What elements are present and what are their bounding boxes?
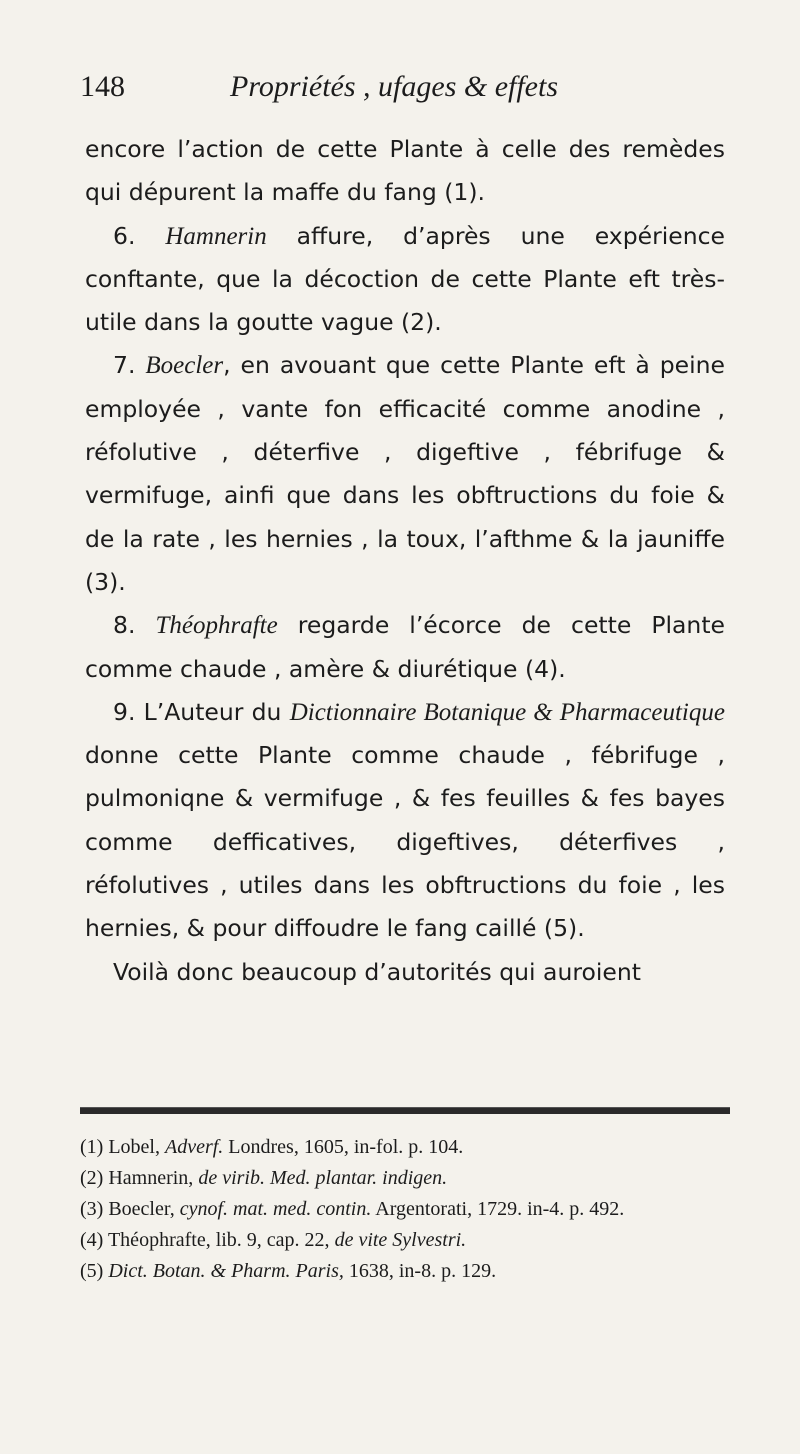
footnote-mark: (4)	[80, 1229, 104, 1251]
paragraph-9	[85, 691, 725, 951]
paragraph-lead: L’Auteur du	[143, 697, 282, 726]
body-text	[85, 128, 725, 994]
footnote-text: Lobel,	[108, 1136, 160, 1158]
page-header	[80, 70, 720, 110]
paragraph-number: 7.	[113, 351, 136, 380]
paragraph-7	[85, 344, 725, 604]
footnote-mark: (1)	[80, 1136, 104, 1158]
footnote-mark: (2)	[80, 1167, 104, 1189]
footnote-italic: Adverf.	[164, 1136, 224, 1158]
footnote-italic: de vite Sylvestri.	[334, 1229, 467, 1251]
paragraph-number: 9.	[113, 697, 136, 726]
footnote-mark: (3)	[80, 1198, 104, 1220]
footnote-text: 1638, in-8. p. 129.	[348, 1260, 497, 1282]
footnote-5	[80, 1256, 730, 1287]
footnote-text: Théophrafte, lib. 9, cap. 22,	[107, 1229, 330, 1251]
paragraph-text: regarde l’écorce de cette Plante comme chaude , amère & diurétique (4).	[85, 611, 725, 683]
author-name: Hamnerin	[165, 222, 267, 250]
paragraph-number: 8.	[113, 611, 136, 640]
footnote-4	[80, 1225, 730, 1256]
paragraph-text: , en avouant que cette Plante eft à peine employée , vante fon efficacité comme anodine , réfolutive , déterfive , digeftive , fébrifuge & vermifuge, ainfi que dans les obftructions du foie & de la rate , les hernies , la toux, l’afthme & la jauniffe (3).	[85, 351, 725, 596]
continuation-paragraph: encore l’action de cette Plante à celle des remèdes qui dépurent la maffe du fang (1).	[85, 135, 725, 207]
footnote-3	[80, 1194, 730, 1225]
author-name: Théophrafte	[155, 612, 278, 640]
footnote-1	[80, 1132, 730, 1163]
footnote-2	[80, 1163, 730, 1194]
paragraph-6	[85, 215, 725, 345]
author-name: Boecler	[145, 352, 224, 380]
footnote-text: Hamnerin,	[108, 1167, 194, 1189]
paragraph-8	[85, 604, 725, 691]
paragraph-text: affure, d’après une expérience conftante, que la décoction de cette Plante eft très-utile dans la goutte vague (2).	[85, 221, 725, 337]
footnote-text: Argentorati, 1729. in-4. p. 492.	[375, 1198, 625, 1220]
work-title: Dictionnaire Botanique & Pharmaceutique	[289, 698, 725, 726]
footnote-italic: cynof. mat. med. contin.	[179, 1198, 372, 1220]
running-title: Propriétés , ufages & effets	[230, 70, 559, 103]
footnote-mark: (5)	[80, 1260, 104, 1282]
paragraph-number: 6.	[113, 221, 136, 250]
footnote-text: Londres, 1605, in-fol. p. 104.	[228, 1136, 464, 1158]
closing-paragraph: Voilà donc beaucoup d’autorités qui auroient	[113, 957, 641, 986]
paragraph-text: donne cette Plante comme chaude , fébrifuge , pulmoniqne & vermifuge , & fes feuilles & fes bayes comme defficatives, digeftives, déterfives , réfolutives , utiles dans les obftructions du foie , les hernies, & pour diffoudre le fang caillé (5).	[85, 741, 725, 943]
footnote-text: Boecler,	[108, 1198, 175, 1220]
page-number: 148	[80, 70, 125, 103]
footnote-italic: de virib. Med. plantar. indigen.	[198, 1167, 448, 1189]
footnote-rule	[80, 1107, 730, 1114]
footnote-italic: Dict. Botan. & Pharm. Paris,	[108, 1260, 344, 1282]
footnotes	[80, 1132, 730, 1287]
